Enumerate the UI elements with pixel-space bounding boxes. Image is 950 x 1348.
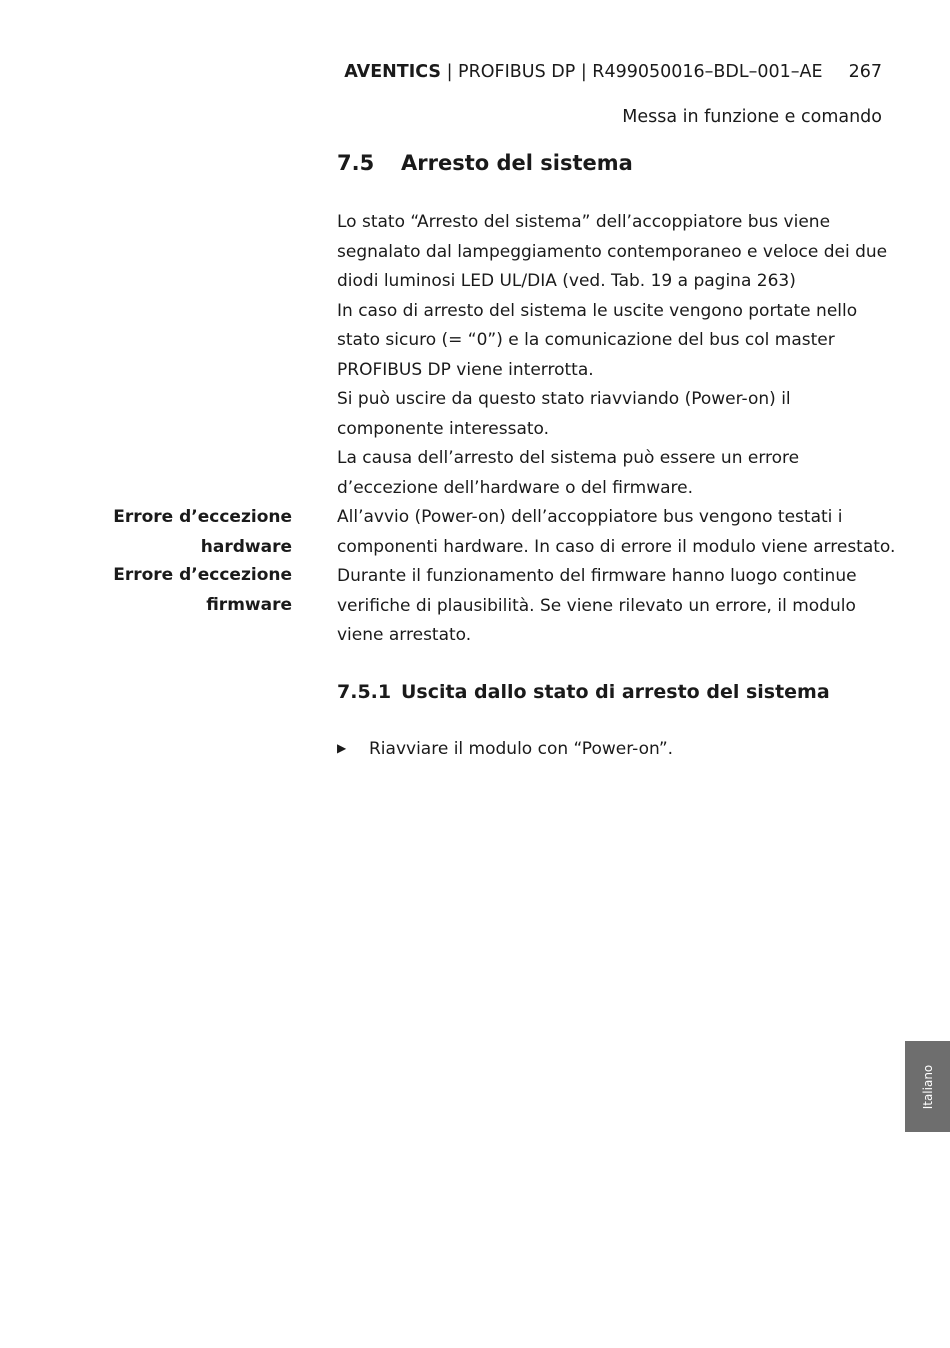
body-line: In caso di arresto del sistema le uscite vengono portate nello — [337, 300, 858, 321]
margin-note-line: Errore d’eccezione — [113, 507, 292, 527]
margin-note-line: firmware — [206, 594, 292, 615]
body-line: PROFIBUS DP viene interrotta. — [337, 359, 594, 380]
subsection-number: 7.5.1 — [337, 681, 392, 703]
page-number: 267 — [848, 62, 882, 82]
subsection-heading — [337, 681, 830, 703]
body-line: componenti hardware. In caso di errore il modulo viene arrestato. — [337, 536, 896, 557]
body-line: Durante il funzionamento del firmware hanno luogo continue — [337, 566, 857, 586]
subsection-title: Uscita dallo stato di arresto del sistema — [401, 681, 830, 703]
language-tab — [905, 1041, 950, 1132]
margin-note-line: hardware — [200, 536, 292, 557]
body-line: La causa dell’arresto del sistema può essere un errore — [337, 448, 800, 468]
language-label: Italiano — [920, 1064, 935, 1109]
document-reference: | PROFIBUS DP | R499050016–BDL–001–AE — [441, 62, 823, 82]
body-line: Si può uscire da questo stato riavviando (Power-on) il — [337, 389, 791, 409]
body-line: viene arrestato. — [337, 625, 472, 645]
body-line: d’eccezione dell’hardware o del firmware. — [337, 477, 694, 498]
body-line: segnalato dal lampeggiamento contemporaneo e veloce dei due — [337, 241, 888, 262]
body-line: Lo stato “Arresto del sistema” dell’accoppiatore bus viene — [337, 212, 831, 232]
brand-name: AVENTICS — [344, 62, 442, 82]
section-title: Arresto del sistema — [401, 151, 633, 175]
instruction-text: Riavviare il modulo con “Power-on”. — [369, 739, 674, 759]
bullet-triangle-icon: ▶ — [337, 741, 347, 755]
body-line: All’avvio (Power-on) dell’accoppiatore bus vengono testati i — [337, 507, 843, 527]
body-line: componente interessato. — [337, 418, 550, 439]
section-heading — [337, 151, 633, 175]
margin-note-line: Errore d’eccezione — [113, 565, 292, 585]
margin-note-hardware — [113, 503, 292, 562]
body-text — [337, 208, 897, 651]
body-line: verifiche di plausibilità. Se viene rilevato un errore, il modulo — [337, 595, 856, 616]
body-line: diodi luminosi LED UL/DIA (ved. Tab. 19 a pagina 263) — [337, 271, 796, 291]
chapter-name: Messa in funzione e comando — [622, 107, 882, 127]
body-line: stato sicuro (= “0”) e la comunicazione del bus col master — [337, 330, 835, 350]
section-number: 7.5 — [337, 151, 375, 175]
margin-note-firmware — [113, 561, 292, 620]
instruction-step — [337, 739, 673, 759]
running-header — [344, 62, 882, 82]
